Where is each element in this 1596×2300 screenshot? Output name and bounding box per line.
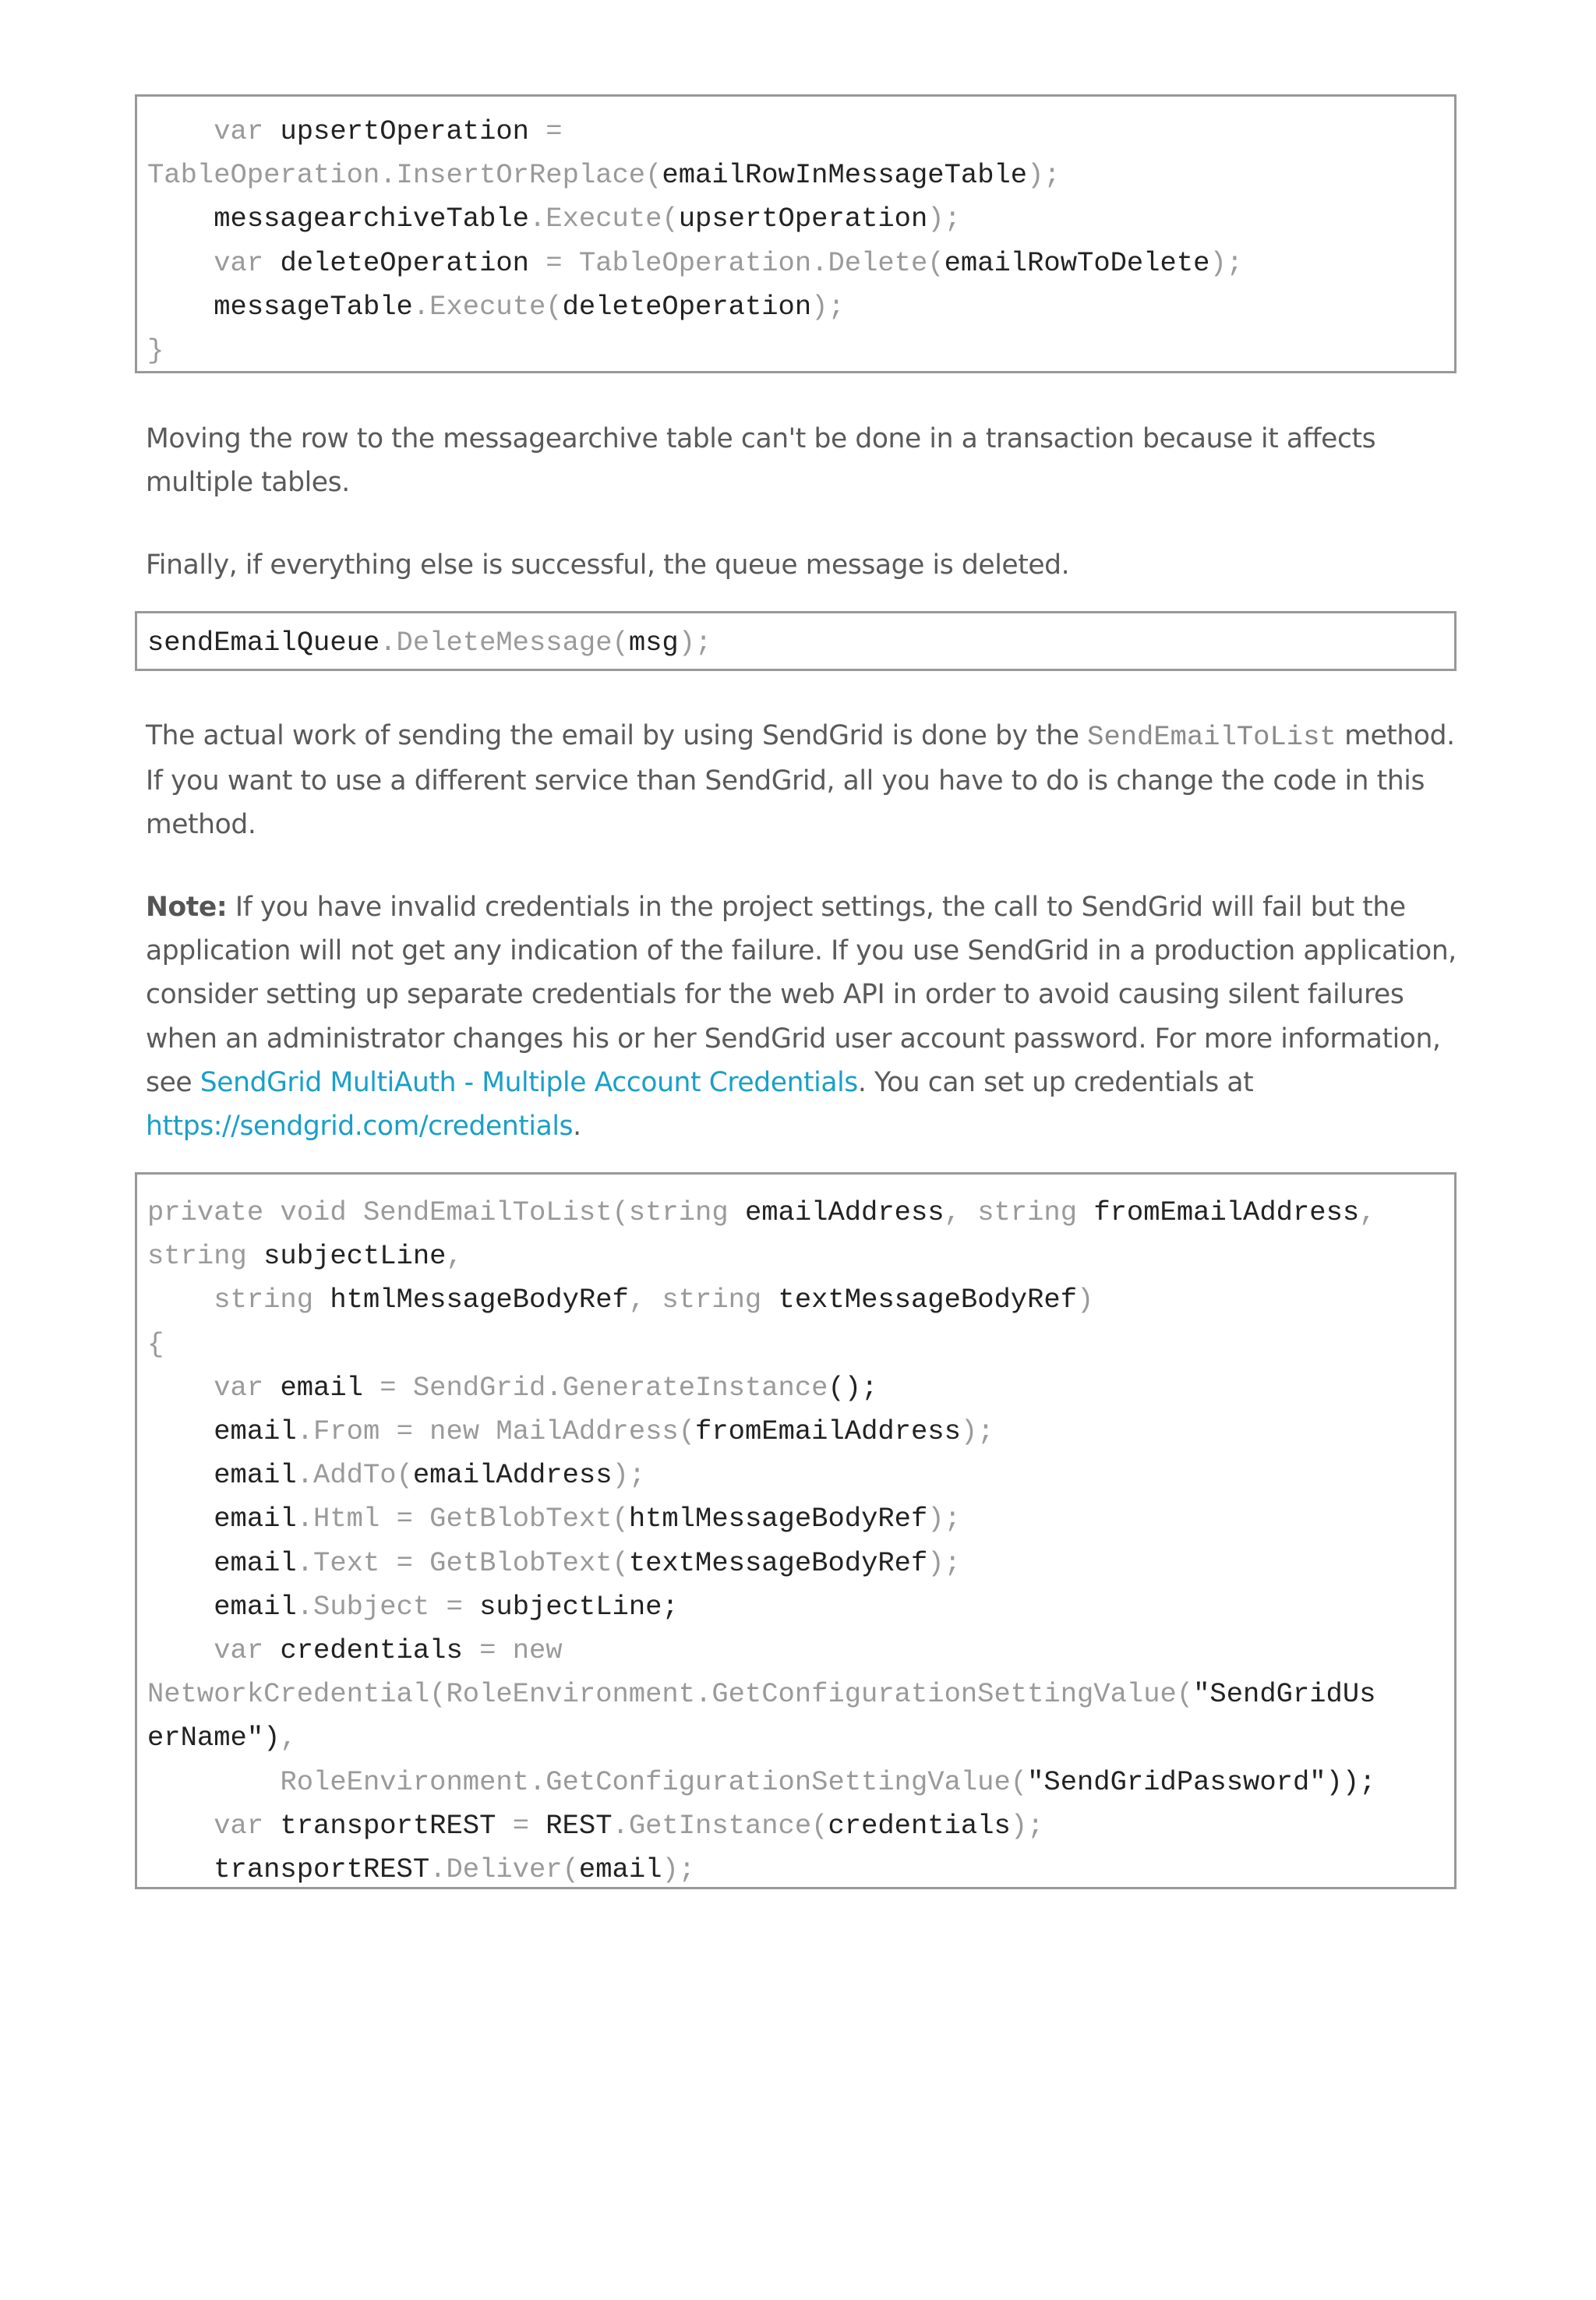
- code-line: [147, 197, 1454, 241]
- paragraph-sendgrid-intro: [146, 714, 1471, 847]
- code-token-keyword: =: [512, 1809, 546, 1842]
- code-token: [147, 1853, 214, 1885]
- code-line: [147, 1454, 1454, 1497]
- code-token: [147, 203, 214, 235]
- code-token-keyword: {: [147, 1327, 164, 1360]
- code-line: [147, 1804, 1454, 1848]
- code-token: upsertOperation: [678, 203, 928, 235]
- code-token: htmlMessageBodyRef: [628, 1503, 928, 1535]
- code-token: deleteOperation: [562, 290, 812, 323]
- code-token: [147, 115, 214, 147]
- code-token-keyword: = TableOperation.Delete(: [546, 246, 945, 279]
- code-token: fromEmailAddress: [1093, 1196, 1360, 1228]
- code-token: messageTable: [214, 290, 413, 323]
- code-token-keyword: );: [678, 627, 712, 659]
- code-token: transportREST: [280, 1809, 513, 1842]
- code-line: [147, 110, 1454, 154]
- code-token: messagearchiveTable: [214, 203, 529, 235]
- finally-note-text: Finally, if everything else is successful, the queue message is deleted.: [146, 549, 1070, 581]
- code-line: [147, 1410, 1454, 1454]
- code-token: credentials: [828, 1809, 1011, 1842]
- paragraph-transaction-note: [146, 417, 1471, 504]
- code-token-keyword: );: [811, 290, 845, 323]
- code-token: [147, 1459, 214, 1491]
- code-token-keyword: = new: [479, 1634, 563, 1667]
- code-token-keyword: .From = new MailAddress(: [296, 1415, 696, 1448]
- code-token: deleteOperation: [280, 246, 546, 279]
- code-token-keyword: private void SendEmailToList(string: [147, 1196, 745, 1228]
- code-token-keyword: string: [147, 1240, 264, 1273]
- sendgrid-intro-after: method. If you want to use a different service than SendGrid, all you have to do is change the code in this method.: [146, 720, 1455, 841]
- code-token-keyword: .Subject =: [296, 1590, 480, 1623]
- code-token-keyword: var: [214, 1809, 281, 1842]
- sendgrid-intro-before: The actual work of sending the email by using SendGrid is done by the: [146, 720, 1088, 751]
- code-token: fromEmailAddress: [695, 1415, 961, 1448]
- code-token: ();: [828, 1371, 878, 1404]
- code-token: [147, 1766, 280, 1798]
- code-token: [147, 291, 214, 323]
- code-line: [147, 621, 1454, 665]
- code-archive: [137, 97, 1454, 373]
- code-token-keyword: NetworkCredential(RoleEnvironment.GetConfigurationSettingValue(: [147, 1678, 1194, 1711]
- code-token: subjectLine: [263, 1240, 447, 1273]
- code-token-keyword: TableOperation.InsertOrReplace(: [147, 159, 662, 192]
- code-token-keyword: , string: [944, 1196, 1094, 1228]
- code-token: msg: [628, 627, 679, 659]
- code-token-keyword: var: [214, 246, 281, 279]
- code-token: subjectLine;: [479, 1590, 679, 1623]
- code-token-keyword: .Text = GetBlobText(: [296, 1546, 629, 1579]
- code-token: textMessageBodyRef: [628, 1546, 928, 1579]
- code-token: email: [214, 1590, 297, 1623]
- code-token-keyword: RoleEnvironment.GetConfigurationSettingValue(: [280, 1765, 1028, 1798]
- code-send-email-to-list: [137, 1175, 1454, 1892]
- code-line: [147, 154, 1454, 197]
- code-token-keyword: , string: [628, 1284, 779, 1316]
- code-token: email: [578, 1853, 662, 1886]
- code-line: [147, 1585, 1454, 1629]
- code-token: sendEmailQueue: [147, 627, 380, 659]
- code-token-keyword: .Execute(: [529, 203, 679, 235]
- code-token-keyword: .AddTo(: [296, 1459, 413, 1492]
- code-token: emailRowInMessageTable: [662, 159, 1028, 192]
- code-token: htmlMessageBodyRef: [330, 1284, 629, 1316]
- code-token: "SendGridUs: [1193, 1678, 1376, 1711]
- code-delete-message: [137, 613, 1454, 665]
- code-line: [147, 1848, 1454, 1892]
- code-line: [147, 1673, 1454, 1716]
- code-token-keyword: .Execute(: [412, 290, 563, 323]
- code-token-keyword: );: [1209, 246, 1244, 279]
- code-block-archive: [135, 94, 1457, 373]
- code-block-send-email-to-list: [135, 1172, 1457, 1889]
- code-token-keyword: );: [927, 1503, 961, 1535]
- code-line: [147, 1761, 1454, 1804]
- code-token: email: [214, 1546, 297, 1579]
- paragraph-finally-note: [146, 543, 1471, 587]
- code-token-keyword: );: [960, 1415, 994, 1448]
- code-token: [147, 1415, 214, 1447]
- code-token-keyword: .DeleteMessage(: [380, 627, 629, 659]
- code-line: [147, 285, 1454, 329]
- code-token: email: [214, 1503, 297, 1535]
- code-token-keyword: ,: [446, 1240, 463, 1273]
- code-token-keyword: var: [214, 115, 281, 147]
- code-token-keyword: );: [1027, 159, 1061, 192]
- code-token: [147, 1372, 214, 1404]
- code-token: emailRowToDelete: [944, 246, 1210, 279]
- code-token-keyword: );: [1010, 1809, 1044, 1842]
- code-token: erName"): [147, 1722, 281, 1754]
- code-token: email: [214, 1415, 297, 1448]
- code-line: [147, 1629, 1454, 1673]
- code-line: [147, 1235, 1454, 1278]
- code-line: [147, 1191, 1454, 1235]
- code-line: [147, 1278, 1454, 1322]
- code-token: emailAddress: [744, 1196, 945, 1228]
- code-token: [147, 1547, 214, 1579]
- code-token-keyword: .GetInstance(: [612, 1809, 828, 1842]
- code-token-keyword: string: [214, 1284, 330, 1316]
- credentials-note-text-2: . You can set up credentials at: [857, 1066, 1254, 1098]
- code-token-keyword: );: [662, 1853, 696, 1886]
- code-token-keyword: var: [214, 1634, 281, 1667]
- code-token: [147, 1591, 214, 1623]
- code-token: emailAddress: [412, 1459, 613, 1492]
- method-name-inline-code: SendEmailToList: [1087, 721, 1336, 753]
- code-token-keyword: ): [1077, 1284, 1094, 1316]
- code-token: credentials: [280, 1634, 480, 1667]
- code-token: email: [280, 1371, 380, 1404]
- code-token-keyword: );: [927, 1546, 961, 1579]
- code-line: [147, 1497, 1454, 1541]
- code-token-keyword: var: [214, 1371, 281, 1404]
- code-token-keyword: );: [612, 1459, 646, 1492]
- code-token-keyword: ,: [280, 1722, 297, 1754]
- code-line: [147, 329, 1454, 373]
- code-line: [147, 1542, 1454, 1585]
- code-token: textMessageBodyRef: [778, 1284, 1078, 1316]
- code-line: [147, 242, 1454, 285]
- credentials-note-text-1: If you have invalid credentials in the project settings, the call to SendGrid will fail but the application will not get any indication of the failure. If you use SendGrid in a production application, consider setting up separate credentials for the web API in order to avoid causing silent failures when an administrator changes his or her SendGrid user account password. For more information, see: [146, 892, 1457, 1098]
- code-token-keyword: = SendGrid.GenerateInstance: [380, 1371, 828, 1404]
- code-line: [147, 1716, 1454, 1760]
- code-line: [147, 1366, 1454, 1410]
- sendgrid-credentials-link[interactable]: https://sendgrid.com/credentials: [146, 1111, 574, 1143]
- code-token: transportREST: [214, 1853, 430, 1886]
- code-token: [147, 1634, 214, 1666]
- code-token-keyword: =: [546, 115, 563, 147]
- code-token-keyword: .Html = GetBlobText(: [296, 1503, 629, 1535]
- code-token: upsertOperation: [280, 115, 546, 147]
- code-line: [147, 1323, 1454, 1366]
- paragraph-credentials-note: [146, 885, 1471, 1148]
- code-token: REST: [546, 1809, 613, 1842]
- code-token-keyword: );: [927, 203, 961, 235]
- code-token-keyword: .Deliver(: [429, 1853, 579, 1886]
- credentials-note-text-3: .: [573, 1111, 581, 1143]
- transaction-note-text: Moving the row to the messagearchive table can't be done in a transaction because it affects multiple tables.: [146, 423, 1376, 499]
- code-token: [147, 1810, 214, 1842]
- note-label: Note:: [146, 892, 228, 923]
- code-token: [147, 1503, 214, 1535]
- code-token: [147, 1284, 214, 1316]
- code-token: email: [214, 1459, 297, 1492]
- code-token: [147, 247, 214, 279]
- code-token: "SendGridPassword"));: [1027, 1765, 1376, 1798]
- sendgrid-multiauth-link[interactable]: SendGrid MultiAuth - Multiple Account Credentials: [200, 1066, 858, 1098]
- code-token-keyword: }: [147, 334, 164, 367]
- code-token-keyword: ,: [1359, 1196, 1376, 1228]
- code-block-delete-message: [135, 611, 1457, 671]
